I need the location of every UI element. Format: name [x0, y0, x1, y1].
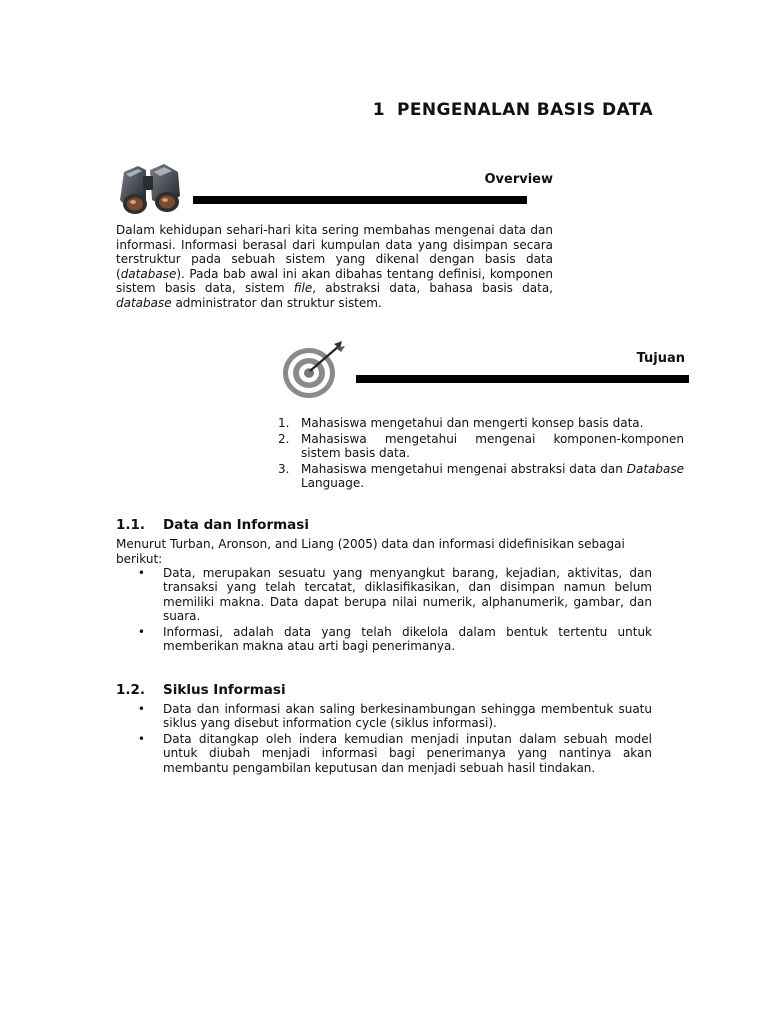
objective-number: 2.	[278, 431, 290, 446]
bullet-text: Data dan informasi akan saling berkesinambungan sehingga membentuk suatu siklus yang disebut information cycle (siklus informasi).	[163, 702, 652, 731]
chapter-title-text: PENGENALAN BASIS DATA	[396, 100, 653, 120]
text-run: Mahasiswa mengetahui mengenai komponen-komponen sistem basis data.	[301, 431, 684, 460]
objectives-list	[278, 416, 684, 492]
text-run: , abstraksi data, bahasa basis data,	[312, 281, 553, 295]
objective-number: 3.	[278, 461, 290, 476]
text-run: Dalam kehidupan sehari-hari kita sering membahas mengenai data dan informasi. Informasi berasal dari kumpulan data yang disimpan secara terstruktur pada sebuah sistem yang dikenal dengan basis data (	[116, 223, 553, 281]
bullet-icon: •	[137, 566, 145, 580]
text-run: ). Pada bab awal ini akan dibahas tentang definisi, komponen sistem basis data, sistem	[116, 266, 553, 295]
section-title: Data dan Informasi	[163, 517, 309, 533]
objective-item	[278, 416, 684, 430]
section-number: 1.1.	[116, 517, 146, 533]
bullet-text: Informasi, adalah data yang telah dikelola dalam bentuk tertentu untuk memberikan makna atau arti bagi penerimanya.	[163, 624, 652, 654]
target-icon	[279, 340, 347, 400]
objective-number: 1.	[278, 416, 290, 430]
italic-text: file	[293, 281, 313, 295]
overview-paragraph	[116, 223, 553, 310]
section-intro: Menurut Turban, Aronson, and Liang (2005) data dan informasi didefinisikan sebagai berikut:	[116, 537, 625, 566]
bullet-item	[138, 566, 652, 624]
bullet-item	[138, 625, 652, 654]
section-number: 1.2.	[116, 682, 146, 698]
section-heading	[116, 517, 309, 533]
section-title: Siklus Informasi	[163, 682, 286, 698]
bullet-icon: •	[137, 731, 145, 746]
text-run: Mahasiswa mengetahui dan mengerti konsep basis data.	[301, 416, 644, 430]
tujuan-divider	[356, 375, 689, 383]
italic-text: Database	[626, 461, 684, 476]
tujuan-heading: Tujuan	[636, 351, 685, 366]
overview-heading: Overview	[484, 172, 553, 187]
text-run: administrator dan struktur sistem.	[171, 295, 382, 310]
objective-item	[278, 462, 684, 490]
italic-text: database	[120, 266, 177, 281]
italic-text: database	[116, 295, 172, 310]
section-bullet-list	[138, 702, 652, 776]
bullet-item	[138, 702, 652, 731]
section-heading	[116, 682, 286, 698]
overview-divider	[193, 196, 527, 204]
text-run: Mahasiswa mengetahui mengenai abstraksi data dan	[301, 461, 627, 476]
bullet-icon: •	[137, 702, 145, 716]
chapter-number: 1	[372, 100, 385, 120]
bullet-text: Data, merupakan sesuatu yang menyangkut barang, kejadian, aktivitas, dan transaksi yang telah tercatat, diklasifikasikan, dan disimpan namun belum memiliki makna. Data dapat berupa nilai numerik, alphanumerik, gambar, dan suara.	[163, 566, 652, 624]
chapter-title	[340, 100, 653, 120]
bullet-icon: •	[137, 624, 145, 639]
section-bullet-list	[138, 566, 652, 654]
objective-item	[278, 432, 684, 460]
bullet-text: Data ditangkap oleh indera kemudian menjadi inputan dalam sebuah model untuk diubah menjadi informasi bagi penerimanya yang nantinya akan membantu pengambilan keputusan dan menjadi sebuah hasil tindakan.	[163, 731, 652, 775]
text-run: Language.	[301, 475, 365, 490]
binoculars-icon	[116, 160, 186, 220]
bullet-item	[138, 732, 652, 775]
